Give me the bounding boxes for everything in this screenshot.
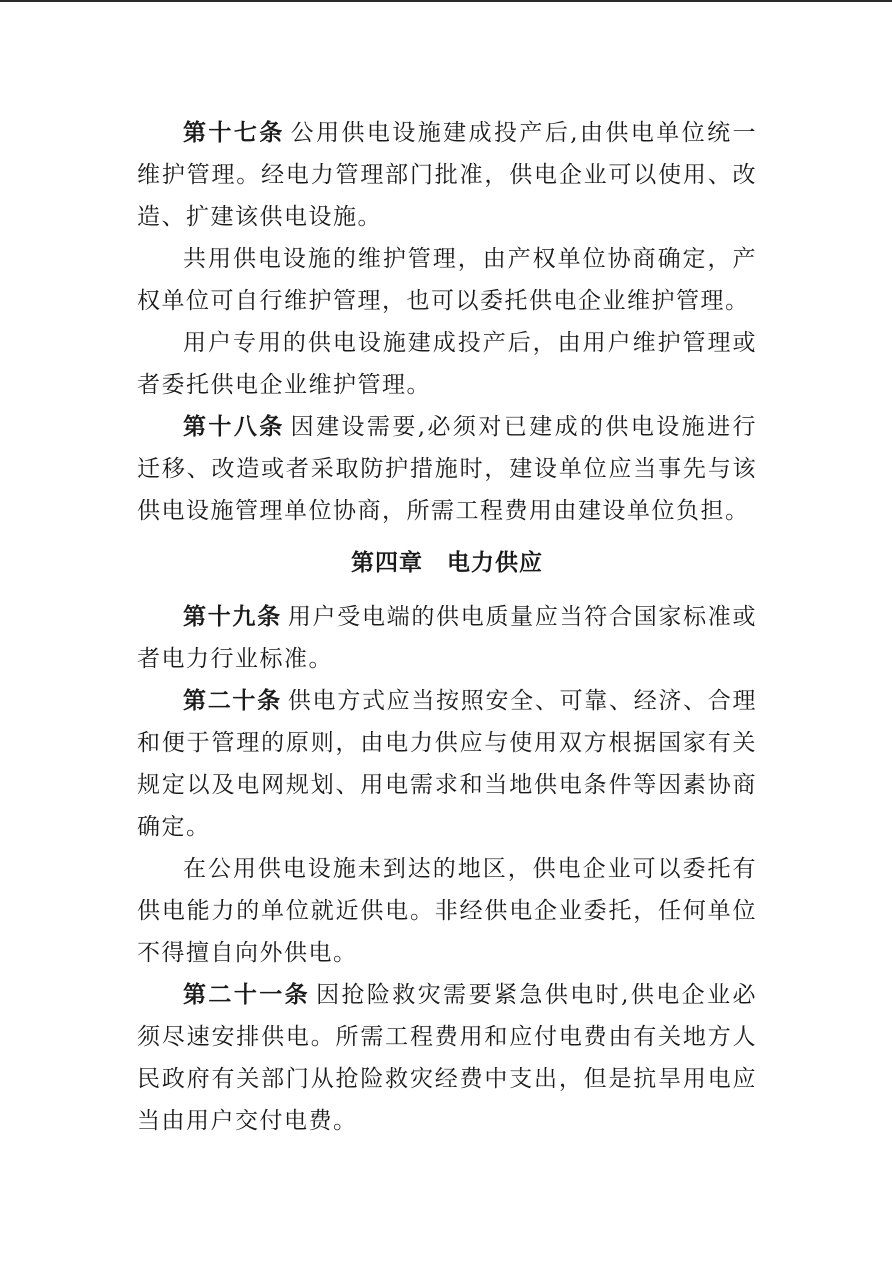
paragraph-text: 在公用供电设施未到达的地区，供电企业可以委托有供电能力的单位就近供电。非经供电企业委托，任何单位不得擅自向外供电。: [137, 856, 757, 966]
article-19-para: [137, 596, 757, 680]
article-number: 第十七条: [183, 120, 285, 146]
article-number: 第二十条: [183, 688, 282, 714]
article-21-para: [137, 974, 757, 1142]
article-text: 公用供电设施建成投产后,由供电单位统一维护管理。经电力管理部门批准，供电企业可以使用、改造、扩建该供电设施。: [137, 120, 757, 230]
chapter-title: 电力供应: [447, 550, 543, 576]
article-17-para-2: [137, 238, 757, 322]
chapter-heading: [137, 542, 757, 584]
article-20-para-2: [137, 848, 757, 974]
article-number: 第十八条: [183, 414, 285, 440]
article-text: 因抢险救灾需要紧急供电时,供电企业必须尽速安排供电。所需工程费用和应付电费由有关地方人民政府有关部门从抢险救灾经费中支出，但是抗旱用电应当由用户交付电费。: [137, 982, 758, 1134]
article-number: 第二十一条: [183, 982, 311, 1008]
article-18-para: [137, 406, 757, 532]
top-border-line: [0, 0, 892, 2]
chapter-number: 第四章: [351, 550, 423, 576]
article-text: 用户受电端的供电质量应当符合国家标准或者电力行业标准。: [137, 604, 758, 672]
article-text: 供电方式应当按照安全、可靠、经济、合理和便于管理的原则，由电力供应与使用双方根据国家有关规定以及电网规划、用电需求和当地供电条件等因素协商确定。: [137, 688, 758, 840]
document-page: [137, 112, 757, 1142]
article-text: 因建设需要,必须对已建成的供电设施进行迁移、改造或者采取防护措施时，建设单位应当事先与该供电设施管理单位协商，所需工程费用由建设单位负担。: [137, 414, 757, 524]
paragraph-text: 用户专用的供电设施建成投产后，由用户维护管理或者委托供电企业维护管理。: [137, 330, 757, 398]
article-20-para: [137, 680, 757, 848]
article-17-para: [137, 112, 757, 238]
article-17-para-3: [137, 322, 757, 406]
paragraph-text: 共用供电设施的维护管理，由产权单位协商确定，产权单位可自行维护管理，也可以委托供电企业维护管理。: [137, 246, 757, 314]
article-number: 第十九条: [183, 604, 282, 630]
